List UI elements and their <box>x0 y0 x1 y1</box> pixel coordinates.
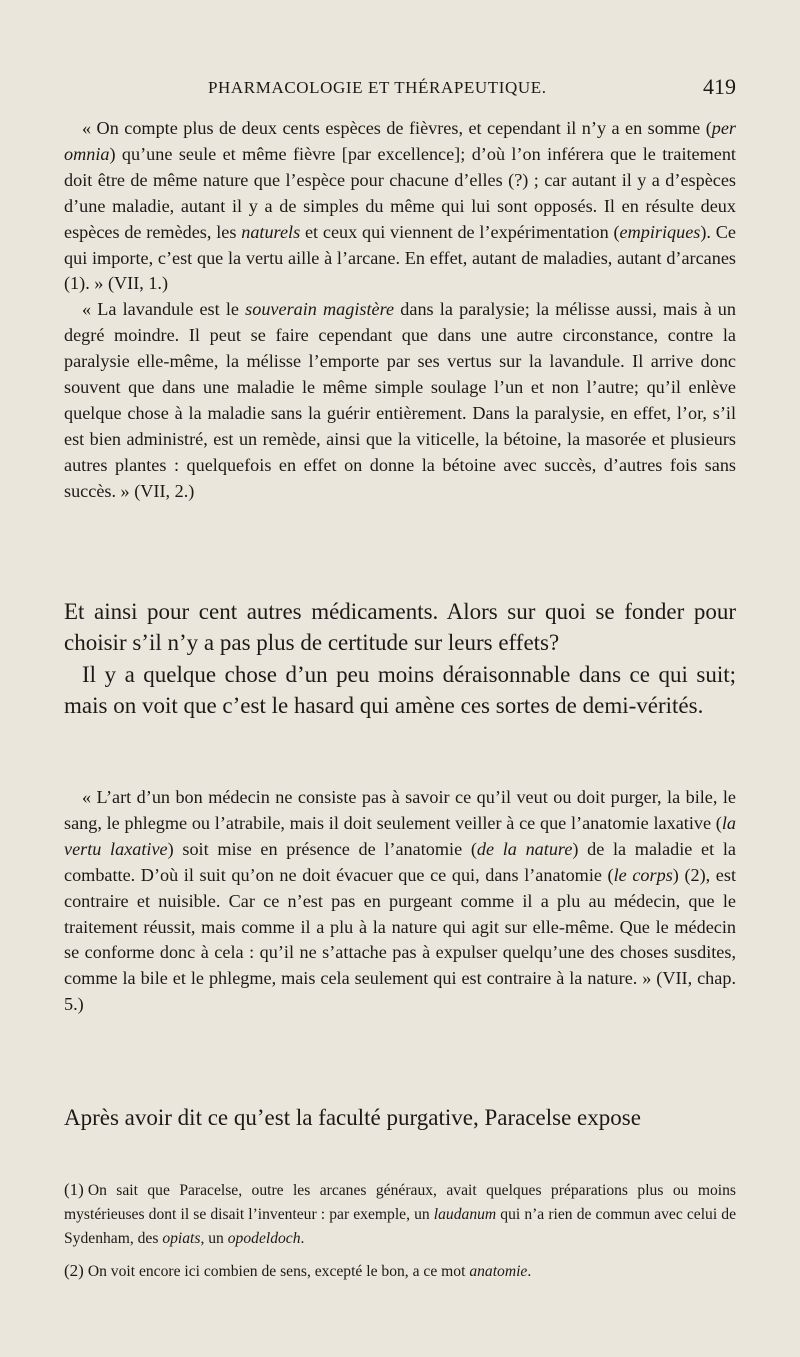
quote-paragraph-lavandula: « La lavandule est le souverain magistère dans la paralysie; la mélisse aussi, mais à un degré moindre. Il peut se faire cependant que dans une autre circonstance, contre la paralysie elle-même, la mélisse l’emporte par ses vertus sur la lavandule. Il arrive donc souvent que dans une maladie le même simple soulage l’un et non l’autre; qu’il enlève quelque chose à la maladie sans la guérir entièrement. Dans la paralysie, en effet, l’or, s’il est bien administré, est un remède, ainsi que la viticelle, la bétoine, la masorée et plusieurs autres plantes : quelquefois en effet on donne la bétoine avec succès, d’autres fois sans succès. » (VII, 2.) <box>64 299 736 501</box>
footnote-marker: (1) <box>64 1180 84 1199</box>
running-head: PHARMACOLOGIE ET THÉRAPEUTIQUE. <box>208 78 547 97</box>
page-header <box>0 74 800 106</box>
footnote-2: (2) On voit encore ici combien de sens, excepté le bon, a ce mot anatomie. <box>64 1261 532 1281</box>
quote-paragraph-fevers: « On compte plus de deux cents espèces de fièvres, et cependant il n’y a en somme (per omnia) qu’une seule et même fièvre [par excellence]; d’où l’on inférera que le traitement doit être de même nature que l’espèce pour chacune d’elles (?) ; car autant il y a d’espèces d’une maladie, autant il y a de simples du même qui lui sont opposés. Il en résulte deux espèces de remèdes, les naturels et ceux qui viennent de l’expérimentation (empiriques). Ce qui importe, c’est que la vertu aille à l’arcane. En effet, autant de maladies, autant d’arcanes (1). » (VII, 1.) <box>64 118 736 294</box>
page-number: 419 <box>703 74 736 99</box>
body-paragraph: Il y a quelque chose d’un peu moins déraisonnable dans ce qui suit; mais on voit que c’est le hasard qui amène ces sortes de demi-vérités. <box>64 661 736 718</box>
quote-paragraph-physician: « L’art d’un bon médecin ne consiste pas à savoir ce qu’il veut ou doit purger, la bile, le sang, le phlegme ou l’atrabile, mais il doit seulement veiller à ce que l’anatomie laxative (la vertu laxative) soit mise en présence de l’anatomie (de la nature) de la maladie et la combatte. D’où il suit qu’on ne doit évacuer que ce qui, dans l’anatomie (le corps) (2), est contraire et nuisible. Car ce n’est pas en purgeant comme il a plu au médecin, que le traitement réussit, mais comme il a plu à la nature qui agit sur elle-même. Que le médecin se conforme donc à cela : qu’il ne s’attache pas à expulser quelqu’une des choses susdites, comme la bile et le phlegme, mais cela seulement qui est contraire à la nature. » (VII, chap. 5.) <box>64 787 737 1015</box>
quotation-block-1 <box>64 116 736 505</box>
body-text-block-1 <box>64 596 736 721</box>
footnote-1: (1) On sait que Paracelse, outre les arcanes généraux, avait quelques préparations plus ou moins mystérieuses dont il se disait l’inventeur : par exemple, un laudanum qui n’a rien de commun avec celui de Sydenham, des opiats, un opodeldoch. <box>64 1180 737 1247</box>
footnote-marker: (2) <box>64 1261 84 1281</box>
body-text-block-2 <box>64 1103 736 1133</box>
body-paragraph: Et ainsi pour cent autres médicaments. Alors sur quoi se fonder pour choisir s’il n’y a pas plus de certitude sur leurs effets? <box>64 599 736 656</box>
quotation-block-2 <box>64 785 736 1018</box>
footnotes <box>64 1178 736 1293</box>
body-paragraph: Après avoir dit ce qu’est la faculté purgative, Paracelse expose <box>64 1105 641 1130</box>
